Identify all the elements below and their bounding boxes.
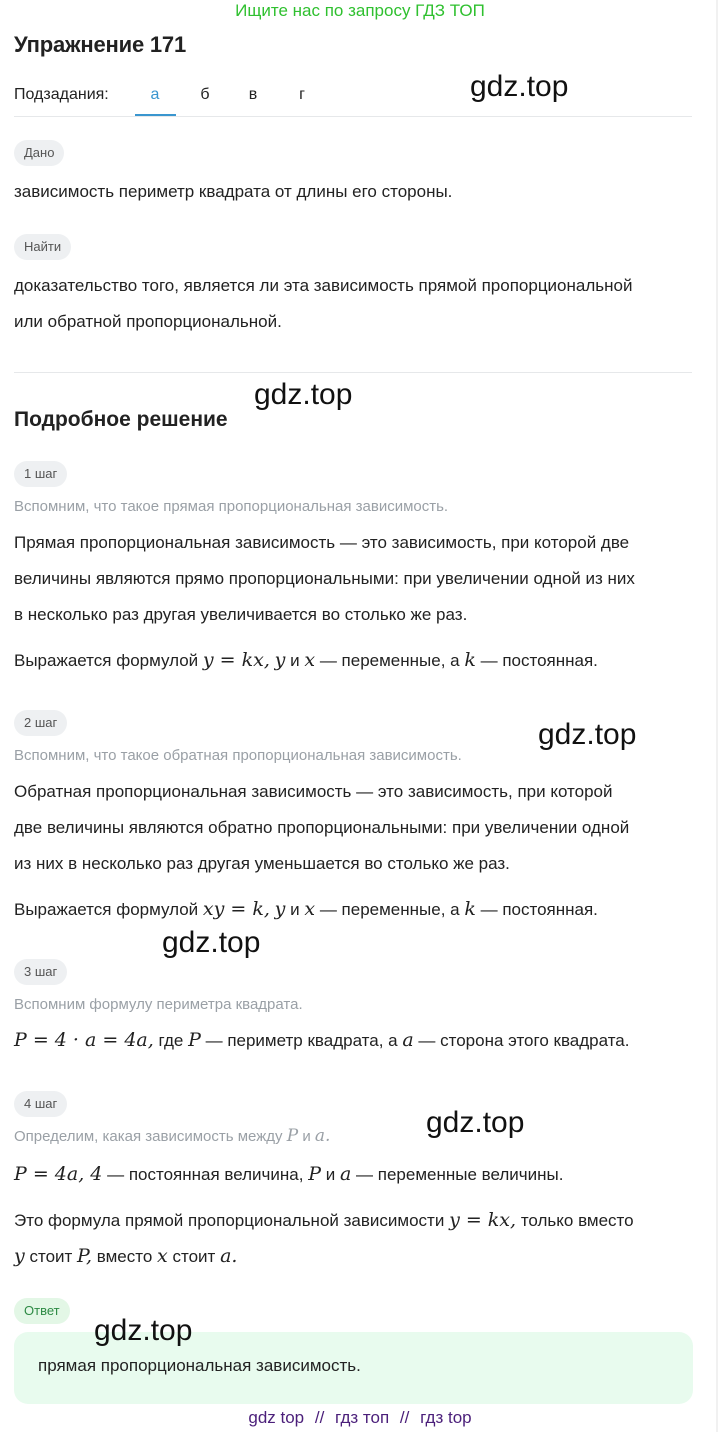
formula-text: только вместо [520, 1211, 634, 1230]
footer-link[interactable]: гдз топ [335, 1408, 390, 1427]
step-4-hint [14, 1125, 704, 1148]
tab-a[interactable]: а [150, 86, 160, 103]
step-2-line-2: две величины являются обратно пропорциональными: при увеличении одной [14, 818, 630, 837]
tab-v[interactable]: в [248, 86, 258, 103]
formula-text: где [158, 1031, 184, 1050]
formula-text: — постоянная величина, [107, 1165, 304, 1184]
variable: y [274, 898, 286, 920]
formula: P = 4 · a = 4a, [14, 1029, 154, 1051]
step-3-formula-line [14, 1022, 704, 1059]
formula-text: — периметр квадрата, а [205, 1031, 398, 1050]
footer-separator: // [399, 1408, 410, 1427]
watermark: gdz.top [538, 718, 637, 751]
variable: P [308, 1163, 322, 1185]
variable: a. [314, 1126, 331, 1146]
conjunction: и [325, 1165, 336, 1184]
step-3-hint: Вспомним формулу периметра квадрата. [14, 996, 303, 1013]
step-1-line-2: величины являются прямо пропорциональными: при увеличении одной из них [14, 569, 635, 588]
watermark: gdz.top [94, 1314, 193, 1347]
variable: P [286, 1126, 299, 1146]
formula-text: — постоянная. [480, 651, 598, 670]
step-1-hint: Вспомним, что такое прямая пропорциональная зависимость. [14, 498, 449, 515]
step-1-formula-line [14, 642, 704, 679]
step-4-formula-line [14, 1156, 704, 1193]
step-2-formula-line [14, 891, 704, 928]
formula-text: — переменные величины. [356, 1165, 564, 1184]
answer-badge: Ответ [14, 1298, 70, 1324]
formula-text: вместо [96, 1247, 153, 1266]
conjunction: и [290, 651, 300, 670]
hint-text: Определим, какая зависимость между [14, 1128, 283, 1145]
formula-text: стоит [172, 1247, 216, 1266]
step-3-badge: 3 шаг [14, 959, 67, 985]
variable: P, [77, 1245, 93, 1267]
search-hint-banner: Ищите нас по запросу ГДЗ ТОП [235, 1, 485, 20]
step-1-badge: 1 шаг [14, 461, 67, 487]
page-title: Упражнение 171 [14, 32, 186, 57]
formula: P = 4a, 4 [14, 1163, 103, 1185]
tab-g[interactable]: г [299, 86, 305, 103]
constant: k [464, 898, 476, 920]
step-1-line-3: в несколько раз другая увеличивается во столько же раз. [14, 605, 468, 624]
formula: y = kx, [449, 1209, 517, 1231]
variable: x [157, 1245, 168, 1267]
section-divider [14, 372, 692, 373]
footer-link[interactable]: gdz top [248, 1408, 305, 1427]
formula-text: — постоянная. [480, 900, 598, 919]
formula-text: стоит [29, 1247, 73, 1266]
variable: a. [220, 1245, 238, 1267]
conjunction: и [302, 1128, 311, 1145]
given-text: зависимость периметр квадрата от длины его стороны. [14, 182, 453, 201]
formula-text: — сторона этого квадрата. [418, 1031, 630, 1050]
variable: a [402, 1029, 414, 1051]
scrollbar-track[interactable] [716, 0, 718, 1432]
given-badge: Дано [14, 140, 64, 166]
watermark: gdz.top [254, 378, 353, 411]
find-badge: Найти [14, 234, 71, 260]
step-2-hint: Вспомним, что такое обратная пропорциональная зависимость. [14, 747, 462, 764]
step-2-line-3: из них в несколько раз другая уменьшается во столько же раз. [14, 854, 510, 873]
footer-separator: // [314, 1408, 325, 1427]
tab-b[interactable]: б [200, 86, 210, 103]
find-text-line-1: доказательство того, является ли эта зависимость прямой пропорциональной [14, 276, 633, 295]
variable: x [304, 898, 316, 920]
watermark: gdz.top [426, 1106, 525, 1139]
footer-link[interactable]: гдз top [420, 1408, 472, 1427]
variable: y [274, 649, 286, 671]
formula-text: Это формула прямой пропорциональной зависимости [14, 1211, 445, 1230]
step-2-line-1: Обратная пропорциональная зависимость — это зависимость, при которой [14, 782, 613, 801]
step-4-line-2 [14, 1202, 704, 1239]
answer-text: прямая пропорциональная зависимость. [38, 1356, 361, 1375]
step-1-line-1: Прямая пропорциональная зависимость — это зависимость, при которой две [14, 533, 630, 552]
variable: x [304, 649, 316, 671]
solution-title: Подробное решение [14, 408, 228, 431]
step-4-badge: 4 шаг [14, 1091, 67, 1117]
formula-prefix: Выражается формулой [14, 900, 199, 919]
watermark: gdz.top [162, 926, 261, 959]
watermark: gdz.top [470, 70, 569, 103]
step-4-line-3 [14, 1238, 704, 1275]
conjunction: и [290, 900, 300, 919]
formula: xy = k, [202, 898, 270, 920]
formula: y = kx, [202, 649, 270, 671]
find-text-line-2: или обратной пропорциональной. [14, 312, 282, 331]
formula-text: — переменные, а [319, 900, 460, 919]
variable: P [188, 1029, 201, 1051]
formula-prefix: Выражается формулой [14, 651, 199, 670]
active-tab-indicator [135, 114, 176, 116]
step-2-badge: 2 шаг [14, 710, 67, 736]
subtasks-label: Подзадания: [14, 86, 109, 103]
formula-text: — переменные, а [319, 651, 460, 670]
footer-links [0, 1404, 720, 1432]
tabs-divider [14, 116, 692, 117]
variable: y [14, 1245, 25, 1267]
variable: a [339, 1163, 352, 1185]
constant: k [464, 649, 476, 671]
